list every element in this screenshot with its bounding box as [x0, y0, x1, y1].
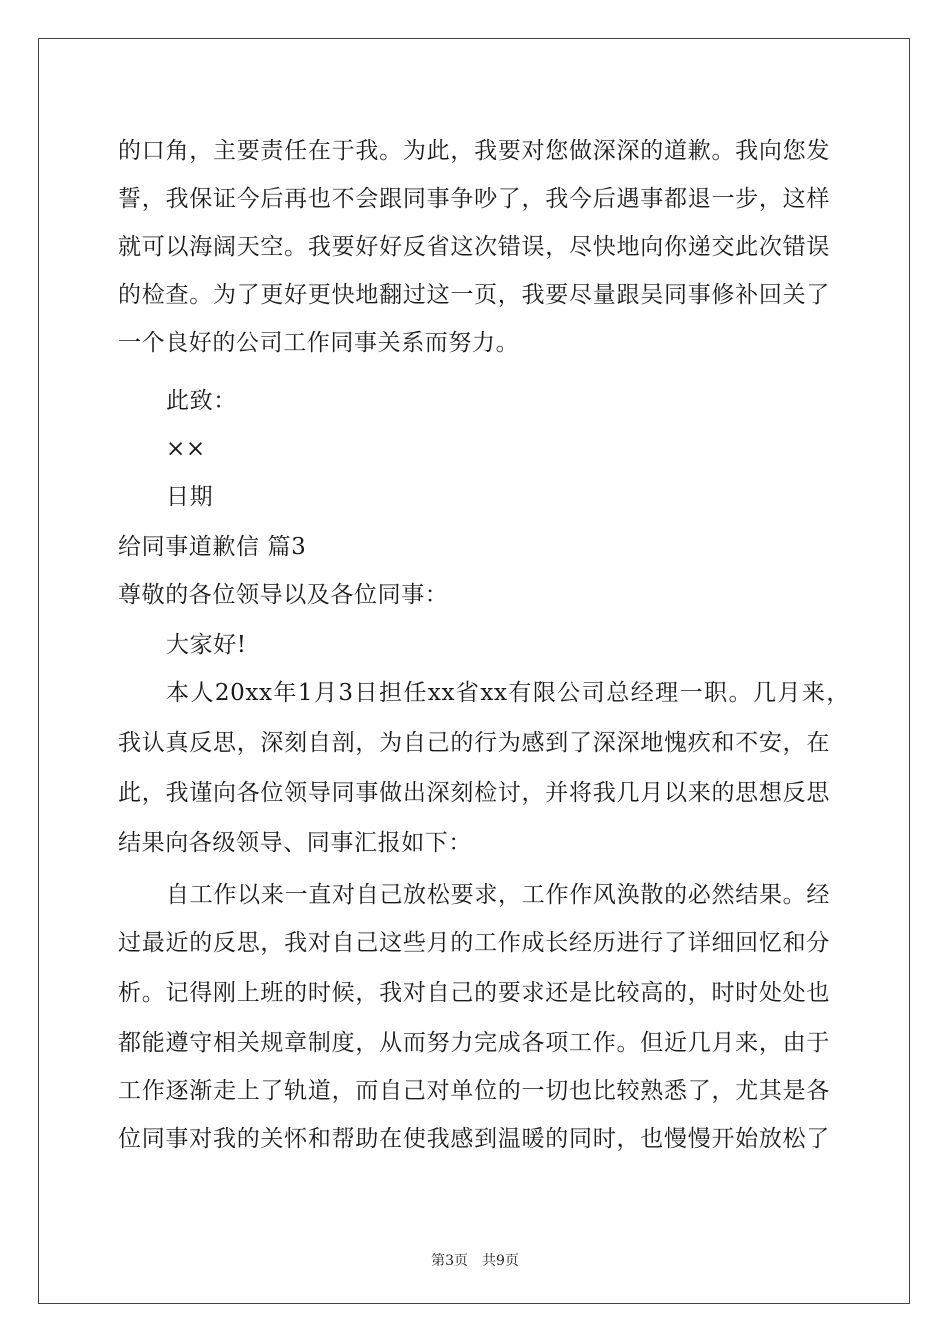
paragraph-line: 就可以海阔天空。我要好好反省这次错误，尽快地向你递交此次错误 — [118, 234, 830, 260]
paragraph-line: 本人20xx年1月3日担任xx省xx有限公司总经理一职。几月来， — [166, 680, 850, 706]
section-heading: 给同事道歉信 篇3 — [118, 534, 307, 560]
date-label: 日期 — [166, 484, 214, 510]
paragraph-line: 位同事对我的关怀和帮助在使我感到温暖的同时，也慢慢开始放松了 — [118, 1126, 830, 1152]
greeting: 大家好! — [166, 632, 247, 658]
signature-placeholder: ×× — [166, 436, 206, 462]
paragraph-line: 析。记得刚上班的时候，我对自己的要求还是比较高的，时时处处也 — [118, 980, 830, 1006]
paragraph-line: 的检查。为了更好更快地翻过这一页，我要尽量跟吴同事修补回关了 — [118, 282, 830, 308]
paragraph-line: 誓，我保证今后再也不会跟同事争吵了，我今后遇事都退一步，这样 — [118, 186, 830, 212]
page-footer — [0, 1250, 950, 1270]
paragraph-line: 结果向各级领导、同事汇报如下： — [118, 830, 472, 856]
paragraph-line: 我认真反思，深刻自剖，为自己的行为感到了深深地愧疚和不安，在 — [118, 730, 830, 756]
page-total: 共9页 — [482, 1253, 519, 1269]
paragraph-line: 此，我谨向各位领导同事做出深刻检讨，并将我几月以来的思想反思 — [118, 780, 830, 806]
page-number: 第3页 — [431, 1253, 468, 1269]
paragraph-line: 过最近的反思，我对自己这些月的工作成长经历进行了详细回忆和分 — [118, 930, 830, 956]
paragraph-line: 一个良好的公司工作同事关系而努力。 — [118, 330, 520, 356]
paragraph-line: 的口角，主要责任在于我。为此，我要对您做深深的道歉。我向您发 — [118, 138, 830, 164]
paragraph-line: 都能遵守相关规章制度，从而努力完成各项工作。但近几月来，由于 — [118, 1030, 830, 1056]
letter-salutation: 尊敬的各位领导以及各位同事： — [118, 582, 449, 608]
paragraph-line: 工作逐渐走上了轨道，而自己对单位的一切也比较熟悉了，尤其是各 — [118, 1078, 830, 1104]
salutation-closing: 此致： — [166, 388, 237, 414]
paragraph-line: 自工作以来一直对自己放松要求，工作作风涣散的必然结果。经 — [166, 882, 830, 908]
page-border — [38, 38, 910, 1304]
